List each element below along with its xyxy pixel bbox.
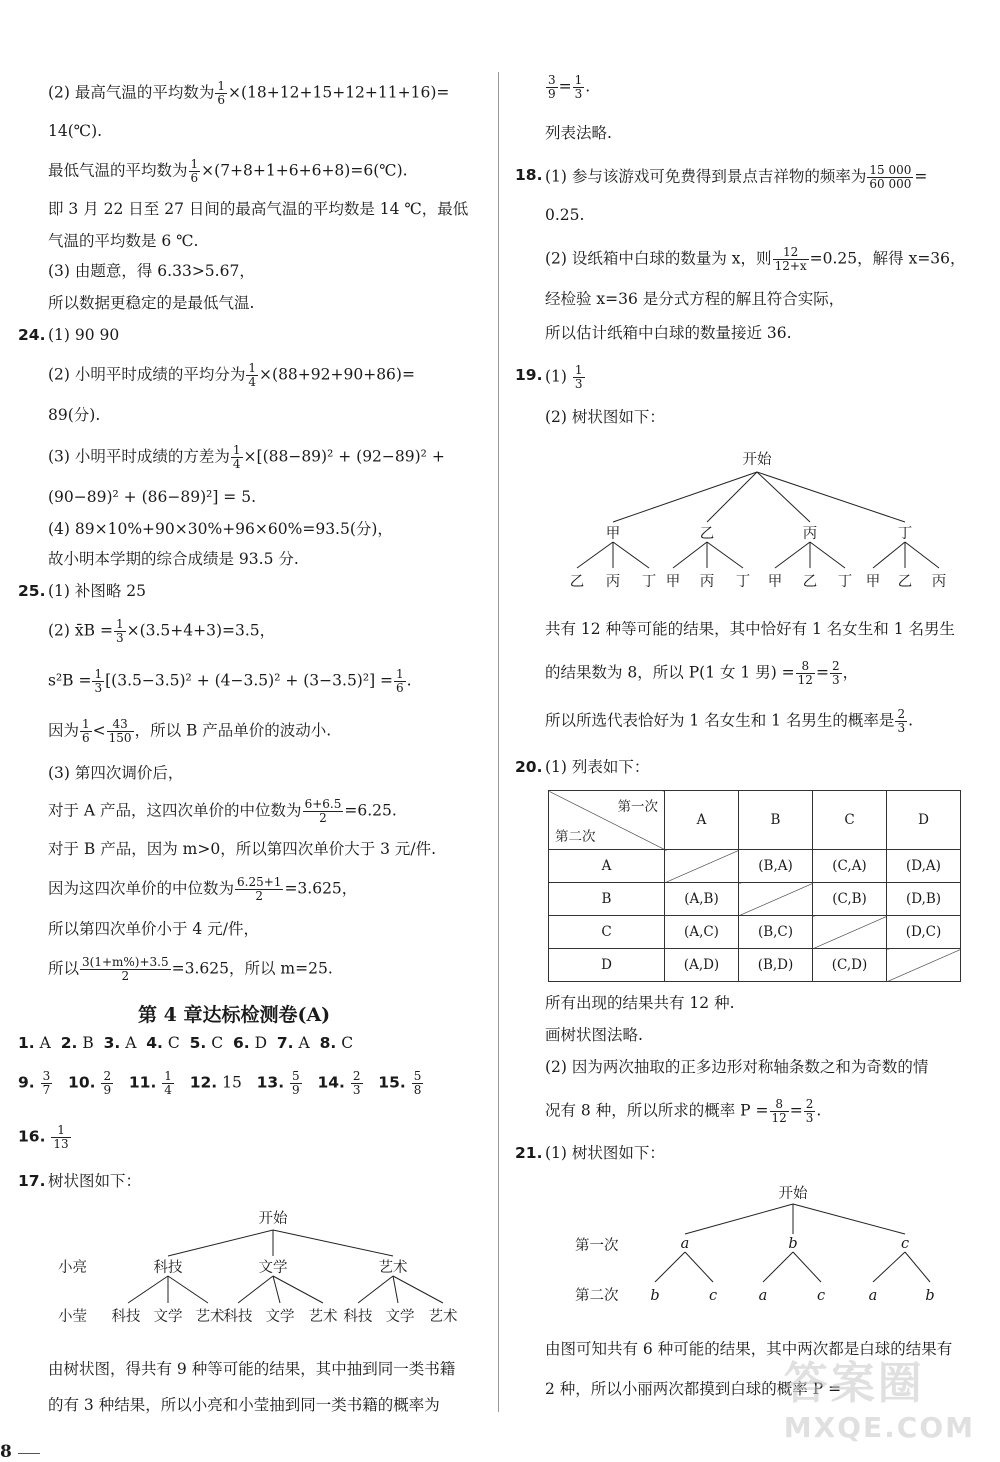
text-line: (2) 小明平时成绩的平均分为 $\frac{1}{4}$ ×(88+92+90+86)=	[48, 361, 415, 389]
text-line: (4) 89×10%+90×30%+96×60%=93.5(分)，	[48, 520, 393, 538]
tree-leaf: 科技	[111, 1309, 141, 1325]
tree-node: b	[788, 1236, 798, 1252]
text-line: (1) 树状图如下：	[545, 1144, 665, 1162]
table-row	[549, 916, 961, 949]
text-line: $\frac{3}{9}$ = $\frac{1}{3}$ .	[548, 73, 591, 101]
text-line: (90−89)² + (86−89)²] = 5.	[48, 488, 257, 506]
table-cell: (B,C)	[739, 916, 813, 949]
text-line: 共有 12 种等可能的结果，其中恰好有 1 名女生和 1 名男生	[545, 620, 956, 638]
tree-diagram-21	[555, 1180, 975, 1330]
tree-leaf: 乙	[569, 574, 585, 590]
tree-root: 开始	[778, 1186, 808, 1202]
tree-leaf: 乙	[897, 574, 913, 590]
text-line: 因为这四次单价的中位数为 $\frac{6.25+1}{2}$ =3.625，	[48, 875, 358, 903]
tree-leaf: b	[925, 1288, 935, 1304]
tree-node: 丁	[897, 526, 913, 542]
text-line: 况有 8 种，所以所求的概率 P = $\frac{8}{12}$ = $\frac{2}{3}$ .	[545, 1097, 822, 1125]
fill-answers: 9. $\frac{3}{7}$ 10. $\frac{2}{9}$ 11. $\frac{1}{4}$ 12. 15 13. $\frac{5}{9}$ 14. $\frac{2}{3}$ 15. $\frac{5}{8}$	[18, 1069, 422, 1097]
tree-diagram-19	[535, 446, 975, 596]
row-header: A	[549, 850, 665, 883]
table-cell-diagonal	[887, 949, 961, 982]
table-row	[549, 883, 961, 916]
text-line: (2) 设纸箱中白球的数量为 x，则 $\frac{12}{12+x}$ =0.25，解得 x=36，	[545, 245, 966, 273]
text-line: 的有 3 种结果，所以小亮和小莹抽到同一类书籍的概率为	[48, 1396, 440, 1414]
tree-leaf: 文学	[265, 1309, 295, 1325]
section-title: 第 4 章达标检测卷(A)	[138, 1004, 331, 1026]
tree-node: 乙	[699, 526, 715, 542]
row-label: 小莹	[58, 1309, 87, 1325]
text-line: 对于 A 产品，这四次单价的中位数为 $\frac{6+6.5}{2}$ =6.25.	[48, 797, 397, 825]
tree-leaf: 丙	[931, 574, 947, 590]
tree-root: 开始	[742, 452, 772, 468]
text-line: 89(分).	[48, 406, 101, 424]
col-header: A	[665, 791, 739, 850]
text-line: (1) $\frac{1}{3}$	[545, 363, 583, 391]
tree-leaf: 文学	[385, 1309, 415, 1325]
tree-leaf: 艺术	[308, 1309, 338, 1325]
text-line: 树状图如下：	[48, 1172, 142, 1190]
table-cell-diagonal	[813, 916, 887, 949]
tree-node: 文学	[258, 1260, 288, 1276]
tree-leaf: 科技	[343, 1309, 373, 1325]
text-line: 对于 B 产品，因为 m>0，所以第四次单价大于 3 元/件.	[48, 840, 437, 858]
text-line: 因为 $\frac{1}{6}$ < $\frac{43}{150}$ ，所以 B 产品单价的波动小.	[48, 717, 332, 745]
tree-node: a	[680, 1236, 690, 1252]
row-header: D	[549, 949, 665, 982]
tree-node: 甲	[605, 526, 621, 542]
mc-answers: 1. A 2. B 3. A 4. C 5. C 6. D 7. A 8. C	[18, 1034, 354, 1052]
table-cell: (C,D)	[813, 949, 887, 982]
text-line: 故小明本学期的综合成绩是 93.5 分.	[48, 550, 299, 568]
column-divider	[498, 72, 499, 1412]
tree-leaf: 甲	[665, 574, 681, 590]
table-row	[549, 850, 961, 883]
tree-leaf: c	[708, 1288, 718, 1304]
tree-node: c	[900, 1236, 910, 1252]
table-cell: (C,B)	[813, 883, 887, 916]
text-line: 气温的平均数是 6 ℃.	[48, 232, 199, 250]
table-cell: (C,A)	[813, 850, 887, 883]
table-cell: (B,D)	[739, 949, 813, 982]
tree-leaf: c	[816, 1288, 826, 1304]
text-line: 所以所选代表恰好为 1 名女生和 1 名男生的概率是 $\frac{2}{3}$ .	[545, 707, 914, 735]
text-line: (1) 90 90	[48, 326, 120, 344]
text-line: 所以数据更稳定的是最低气温.	[48, 294, 255, 312]
question-number: 17.	[18, 1172, 46, 1190]
tree-leaf: 丁	[735, 574, 751, 590]
text-line: (3) 小明平时成绩的方差为 $\frac{1}{4}$ ×[(88−89)² + (92−89)² +	[48, 443, 445, 471]
text-line: (2) 树状图如下：	[545, 408, 665, 426]
tree-leaf: 甲	[865, 574, 881, 590]
question-number: 20.	[515, 758, 543, 776]
tree-leaf: 艺术	[195, 1309, 225, 1325]
tree-leaf: 艺术	[428, 1309, 458, 1325]
outcome-table	[548, 790, 961, 982]
text-line: (3) 由题意，得 6.33>5.67，	[48, 262, 255, 280]
watermark	[784, 1347, 975, 1444]
col-header: D	[887, 791, 961, 850]
page-number: 8	[0, 1442, 12, 1462]
col-header: C	[813, 791, 887, 850]
tree-diagram-17	[18, 1208, 483, 1358]
tree-leaf: a	[758, 1288, 768, 1304]
text-line: (2) 因为两次抽取的正多边形对称轴条数之和为奇数的情	[545, 1058, 929, 1076]
table-cell: (D,C)	[887, 916, 961, 949]
row-label: 第一次	[575, 1238, 619, 1254]
text-line: 0.25.	[545, 206, 585, 224]
tree-node: 丙	[802, 526, 818, 542]
text-line: 由树状图，得共有 9 种等可能的结果，其中抽到同一类书籍	[48, 1360, 456, 1378]
question-number: 19.	[515, 366, 543, 384]
table-cell: (B,A)	[739, 850, 813, 883]
table-cell-diagonal	[665, 850, 739, 883]
text-line: (1) 补图略 25	[48, 582, 147, 600]
text-line: 画树状图法略.	[545, 1026, 643, 1044]
row-header: B	[549, 883, 665, 916]
text-line: 列表法略.	[545, 124, 612, 142]
table-cell: (D,A)	[887, 850, 961, 883]
tree-leaf: 丙	[699, 574, 715, 590]
table-cell: (A,D)	[665, 949, 739, 982]
text-line: 所以第四次单价小于 4 元/件，	[48, 920, 259, 938]
col-header: B	[739, 791, 813, 850]
text-line: (2) 最高气温的平均数为 $\frac{1}{6}$ ×(18+12+15+12+11+16)=	[48, 79, 450, 107]
tree-leaf: a	[868, 1288, 878, 1304]
tree-node: 艺术	[378, 1260, 408, 1276]
text-line: (3) 第四次调价后，	[48, 764, 184, 782]
table-cell: (D,B)	[887, 883, 961, 916]
tree-root: 开始	[258, 1211, 288, 1227]
text-line: (1) 列表如下：	[545, 758, 650, 776]
question-number: 18.	[515, 166, 543, 184]
table-row	[549, 949, 961, 982]
page-number-rule	[18, 1453, 40, 1454]
tree-leaf: b	[650, 1288, 660, 1304]
tree-node: 科技	[153, 1260, 183, 1276]
text-line: 所有出现的结果共有 12 种.	[545, 994, 735, 1012]
text-line: 经检验 x=36 是分式方程的解且符合实际，	[545, 290, 845, 308]
watermark-logo: 答案圈	[783, 1358, 925, 1409]
text-line: 最低气温的平均数为 $\frac{1}{6}$ ×(7+8+1+6+6+8)=6(℃).	[48, 157, 408, 185]
table-cell-diagonal	[739, 883, 813, 916]
tree-leaf: 乙	[802, 574, 818, 590]
row-label: 小亮	[58, 1260, 87, 1276]
tree-leaf: 科技	[223, 1309, 253, 1325]
question-number: 24.	[18, 326, 46, 344]
tree-leaf: 丁	[641, 574, 657, 590]
watermark-url: MXQE.COM	[783, 1411, 975, 1444]
table-cell: (A,B)	[665, 883, 739, 916]
text-line: 所以估计纸箱中白球的数量接近 36.	[545, 324, 792, 342]
text-line: (1) 参与该游戏可免费得到景点吉祥物的频率为 $\frac{15 000}{60 000}$ =	[545, 163, 928, 191]
tree-leaf: 丙	[605, 574, 621, 590]
tree-leaf: 文学	[153, 1309, 183, 1325]
text-line: 14(℃).	[48, 122, 103, 140]
text-line: 的结果数为 8，所以 P(1 女 1 男) = $\frac{8}{12}$ = $\frac{2}{3}$ ，	[545, 659, 859, 687]
table-cell: (A,C)	[665, 916, 739, 949]
text-line: 由图可知共有 6 种可能的结果，其中两次都是白球的结果有	[545, 1340, 953, 1358]
text-line: 所以 $\frac{3(1+m\%)+3.5}{2}$ =3.625，所以 m=25.	[48, 955, 333, 983]
text-line: s²B = $\frac{1}{3}$ [(3.5−3.5)² + (4−3.5)² + (3−3.5)²] = $\frac{1}{6}$ .	[48, 667, 412, 695]
text-line: 2 种，所以小丽两次都摸到白球的概率 P =	[545, 1380, 842, 1398]
row-header: C	[549, 916, 665, 949]
question-number: 21.	[515, 1144, 543, 1162]
q16: 16. $\frac{1}{13}$	[18, 1123, 69, 1151]
question-number: 25.	[18, 582, 46, 600]
row-label: 第二次	[575, 1288, 619, 1304]
tree-leaf: 甲	[767, 574, 783, 590]
table-corner: 第一次 第二次	[549, 791, 665, 850]
text-line: (2) x̄B = $\frac{1}{3}$ ×(3.5+4+3)=3.5，	[48, 617, 276, 645]
text-line: 即 3 月 22 日至 27 日间的最高气温的平均数是 14 ℃，最低	[48, 200, 469, 218]
tree-leaf: 丁	[837, 574, 853, 590]
